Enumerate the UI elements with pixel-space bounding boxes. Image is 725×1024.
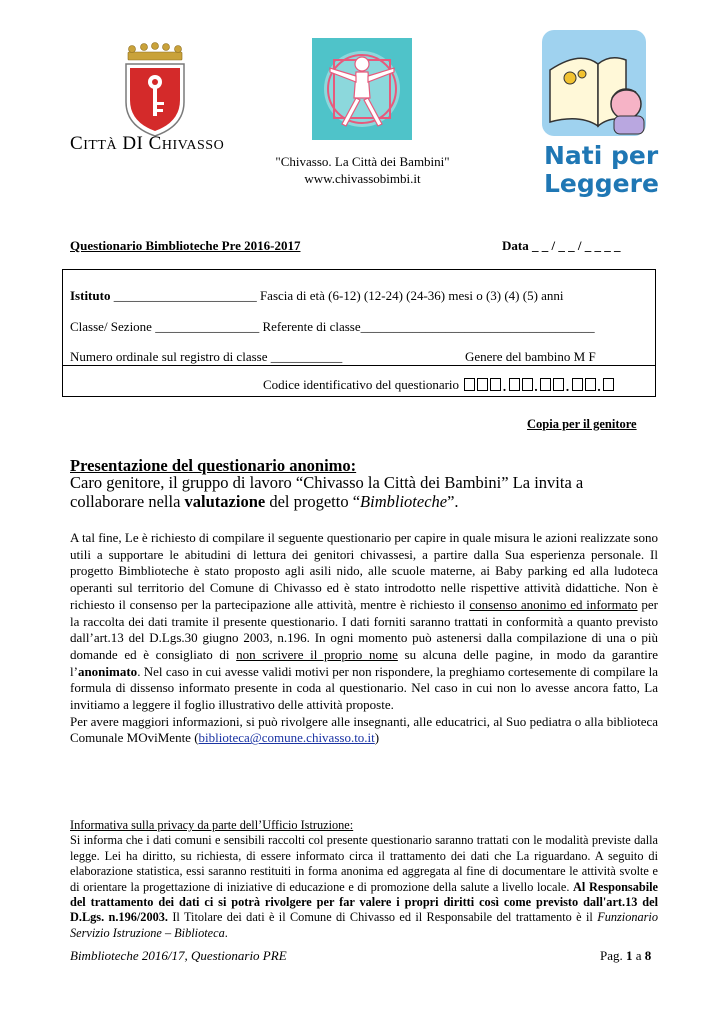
body-paragraph-2: Per avere maggiori informazioni, si può rivolgere alle insegnanti, alle educatrici, al Suo pediatra o alla biblioteca Comunale MOviMente (biblioteca@comune.chivasso.to.it) (70, 713, 658, 746)
student-info-box (62, 269, 656, 397)
library-email-link[interactable]: biblioteca@comune.chivasso.to.it (198, 730, 375, 746)
privacy-title: Informativa sulla privacy da parte dell’Ufficio Istruzione: (70, 818, 354, 832)
fascia-eta-field[interactable]: Fascia di età (6-12) (12-24) (24-36) mesi o (3) (4) (5) anni (259, 288, 564, 303)
citta-dei-bambini-logo (312, 38, 412, 140)
numero-ordinale-field[interactable]: Numero ordinale sul registro di classe ___________ (70, 349, 343, 364)
date-field[interactable]: Data _ _ / _ _ / _ _ _ _ (502, 238, 621, 253)
npl-logo-text: Nati per Leggere (544, 141, 659, 198)
istituto-row (70, 288, 564, 304)
codice-label: Codice identificativo del questionario (263, 377, 460, 392)
copy-label: Copia per il genitore (527, 417, 637, 431)
codice-row (263, 375, 614, 396)
classe-row[interactable]: Classe/ Sezione ________________ Referente di classe____________________________________ (70, 319, 595, 334)
slogan-block (230, 153, 495, 187)
city-name: CITTÀ DI CHIVASSO (70, 133, 225, 154)
box-divider (63, 365, 655, 366)
reading-child-icon (540, 30, 650, 138)
body-text (70, 530, 658, 747)
privacy-text: Si informa che i dati comuni e sensibili raccolti col presente questionario saranno trattati con le modalità previste dalla legge. Lei ha diritto, su richiesta, di essere informato circa il trattamento dei dati che La riguardano. A seguito di elaborazione statistica, essi saranno restituiti in forma anonima ed aggregata al fine di documentare le attività svolte e di orientare la progettazione di iniziative di educazione e di promozione della salute a livello locale. Al Responsabile del trattamento dei dati ci si potrà rivolgere per far valere i propri diritti così come previsto dall'art.13 del D.Lgs. n.196/2003. Il Titolare dei dati è il Comune di Chivasso ed il Responsabile del trattamento è il Funzionario Servizio Istruzione – Biblioteca. (70, 833, 658, 940)
website-text: www.chivassobimbi.it (304, 171, 421, 186)
questionnaire-title: Questionario Bimblioteche Pre 2016-2017 (70, 238, 301, 253)
genere-field[interactable]: Genere del bambino M F (465, 349, 596, 364)
codice-boxes[interactable]: . . . . (462, 377, 614, 392)
istituto-field[interactable]: ______________________ (110, 288, 260, 303)
city-crest-logo (120, 40, 190, 140)
istituto-label: Istituto (70, 288, 111, 303)
body-paragraph-1: A tal fine, Le è richiesto di compilare il seguente questionario per capire in quale misura le azioni realizzate sono utili a supportare le abitudini di lettura dei genitori chivassesi, a partire dalla Sua esperienza personale. Il progetto Bimblioteche è stato proposto agli asili nido, alle scuole materne, ai Baby parking ed alla ludoteca operanti sul territorio del Comune di Chivasso ed è stato introdotto nelle rispettive attività didattiche. Non è richiesto il consenso per la partecipazione alle attività, mentre è richiesto il consenso anonimo ed informato per la raccolta dei dati tramite il presente questionario. I dati forniti saranno trattati in conformità a quanto previsto dall’art.13 del D.Lgs.30 giugno 2003, n.196. In ogni momento può astenersi dalla compilazione di una o più domande ed è consigliato di non scrivere il proprio nome su alcuna delle pagine, in modo da garantire l’anonimato. Nel caso in cui avesse validi motivi per non rispondere, la preghiamo cortesemente di compilare la formula di dissenso informato presente in coda al questionario. Nel caso in cui non lo avesse ancora fatto, La invitiamo a leggere il foglio illustrativo delle attività proposte. (70, 530, 658, 713)
privacy-notice (70, 818, 658, 941)
presentation-heading: Presentazione del questionario anonimo: (70, 456, 357, 475)
presentation-intro: Caro genitore, il gruppo di lavoro “Chivasso la Città dei Bambini” La invita a collaborare nella valutazione del progetto “Bimblioteche”. (70, 473, 584, 511)
nati-per-leggere-logo (540, 30, 659, 200)
footer-document-name: Bimblioteche 2016/17, Questionario PRE (70, 948, 287, 963)
slogan-text: "Chivasso. La Città dei Bambini" (275, 154, 450, 169)
page-number: Pag. 1 a 8 (600, 948, 652, 963)
